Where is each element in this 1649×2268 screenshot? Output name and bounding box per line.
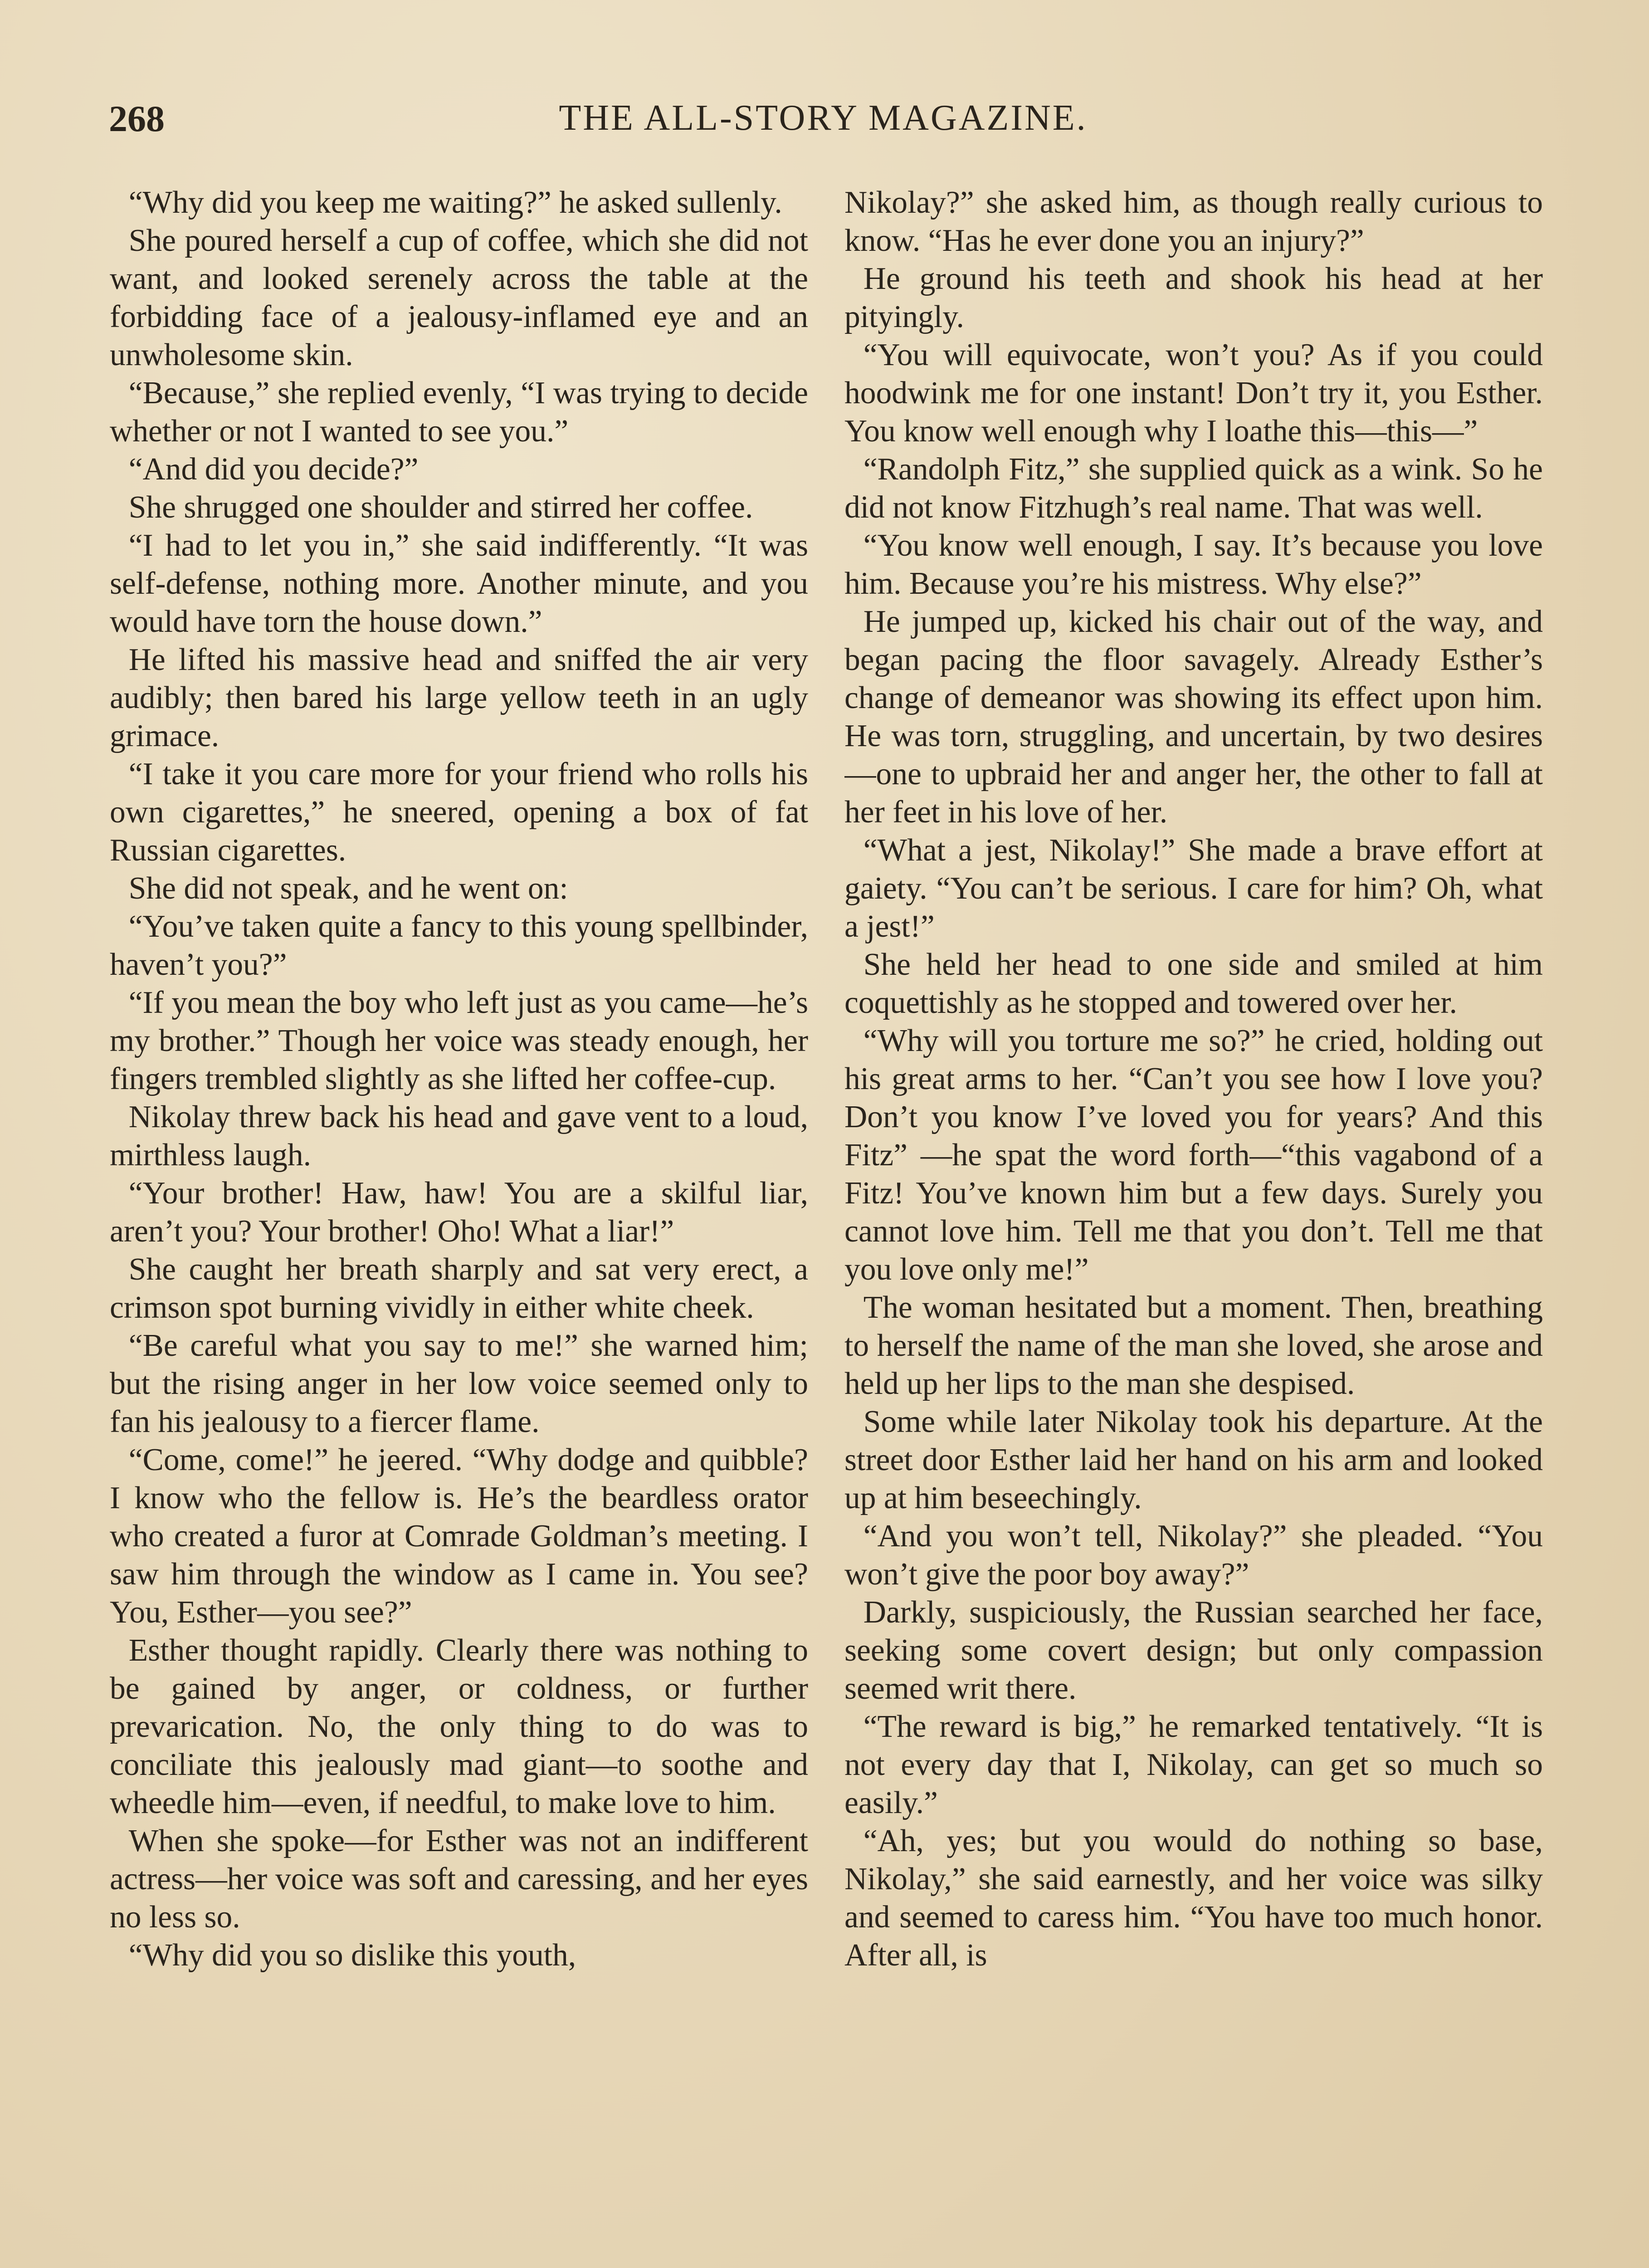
magazine-title: THE ALL-STORY MAGAZINE. xyxy=(559,98,1088,138)
paragraph: “Randolph Fitz,” she supplied quick as a wink. So he did not know Fitzhugh’s real name. That was well. xyxy=(844,452,1543,525)
right-column xyxy=(844,184,1543,2268)
paragraph: “What a jest, Nikolay!” She made a brave effort at gaiety. “You can’t be serious. I care for him? Oh, what a jest!” xyxy=(844,833,1543,944)
page-header xyxy=(109,98,1537,147)
paragraph: Nikolay threw back his head and gave vent to a loud, mirthless laugh. xyxy=(110,1100,808,1173)
paragraph: She caught her breath sharply and sat very erect, a crimson spot burning vividly in either white cheek. xyxy=(110,1252,808,1325)
paragraph: “And you won’t tell, Nikolay?” she pleaded. “You won’t give the poor boy away?” xyxy=(844,1519,1543,1592)
paragraph: “Why will you torture me so?” he cried, holding out his great arms to her. “Can’t you see how I love you? Don’t you know I’ve loved you for years? And this Fitz” —he spat the word forth—“this vagabond of a Fitz! You’ve known him but a few days. Surely you cannot love him. Tell me that you don’t. Tell me that you love only me!” xyxy=(844,1023,1543,1287)
paragraph: He jumped up, kicked his chair out of the way, and began pacing the floor savagely. Already Esther’s change of demeanor was showing its effect upon him. He was torn, struggling, and uncertain, by two desires—one to upbraid her and anger her, the other to fall at her feet in his love of her. xyxy=(844,604,1543,830)
paragraph: Nikolay?” she asked him, as though really curious to know. “Has he ever done you an injury?” xyxy=(844,185,1543,258)
paragraph: “Your brother! Haw, haw! You are a skilful liar, aren’t you? Your brother! Oho! What a liar!” xyxy=(110,1176,808,1249)
paragraph: “You will equivocate, won’t you? As if you could hoodwink me for one instant! Don’t try it, you Esther. You know well enough why I loathe this—this—” xyxy=(844,337,1543,449)
paragraph: “Come, come!” he jeered. “Why dodge and quibble? I know who the fellow is. He’s the beardless orator who created a furor at Comrade Goldman’s meeting. I saw him through the window as I came in. You see? You, Esther—you see?” xyxy=(110,1442,808,1630)
paragraph: “You’ve taken quite a fancy to this young spellbinder, haven’t you?” xyxy=(110,909,808,982)
paragraph: She shrugged one shoulder and stirred her coffee. xyxy=(128,490,753,525)
paragraph: Some while later Nikolay took his departure. At the street door Esther laid her hand on his arm and looked up at him beseechingly. xyxy=(844,1404,1543,1515)
paragraph: “Ah, yes; but you would do nothing so base, Nikolay,” she said earnestly, and her voice was silky and seemed to caress him. “You have too much honor. After all, is xyxy=(844,1823,1543,1973)
paragraph: “Because,” she replied evenly, “I was trying to decide whether or not I wanted to see you.” xyxy=(110,376,808,449)
paragraph: “Be careful what you say to me!” she warned him; but the rising anger in her low voice seemed only to fan his jealousy to a fiercer flame. xyxy=(110,1328,808,1439)
paragraph: He lifted his massive head and sniffed the air very audibly; then bared his large yellow teeth in an ugly grimace. xyxy=(110,642,808,753)
paragraph: The woman hesitated but a moment. Then, breathing to herself the name of the man she loved, she arose and held up her lips to the man she despised. xyxy=(844,1290,1543,1401)
paragraph: “I take it you care more for your friend who rolls his own cigarettes,” he sneered, opening a box of fat Russian cigarettes. xyxy=(110,757,808,868)
paragraph: “The reward is big,” he remarked tentatively. “It is not every day that I, Nikolay, can get so much so easily.” xyxy=(844,1709,1543,1820)
paragraph: He ground his teeth and shook his head at her pityingly. xyxy=(844,261,1543,334)
page-number: 268 xyxy=(109,98,165,139)
paragraph: She held her head to one side and smiled at him coquettishly as he stopped and towered over her. xyxy=(844,947,1543,1020)
paragraph: She poured herself a cup of coffee, which she did not want, and looked serenely across the table at the forbidding face of a jealousy-inflamed eye and an unwholesome skin. xyxy=(110,223,808,372)
paragraph: “Why did you keep me waiting?” he asked sullenly. xyxy=(128,185,782,220)
left-column xyxy=(110,184,808,2268)
paragraph: Esther thought rapidly. Clearly there was nothing to be gained by anger, or coldness, or further prevarication. No, the only thing to do was to conciliate this jealously mad giant—to soothe and wheedle him—even, if needful, to make love to him. xyxy=(110,1633,808,1820)
paragraph: “And did you decide?” xyxy=(128,452,419,487)
paragraph: Darkly, suspiciously, the Russian searched her face, seeking some covert design; but only compassion seemed writ there. xyxy=(844,1595,1543,1706)
paragraph: “I had to let you in,” she said indifferently. “It was self-defense, nothing more. Another minute, and you would have torn the house down.” xyxy=(110,528,808,639)
paragraph: “If you mean the boy who left just as you came—he’s my brother.” Though her voice was steady enough, her fingers trembled slightly as she lifted her coffee-cup. xyxy=(110,985,808,1096)
paragraph: When she spoke—for Esther was not an indifferent actress—her voice was soft and caressing, and her eyes no less so. xyxy=(110,1823,808,1935)
paragraph: “Why did you so dislike this youth, xyxy=(128,1938,576,1973)
paragraph: “You know well enough, I say. It’s because you love him. Because you’re his mistress. Why else?” xyxy=(844,528,1543,601)
paragraph: She did not speak, and he went on: xyxy=(128,871,568,906)
